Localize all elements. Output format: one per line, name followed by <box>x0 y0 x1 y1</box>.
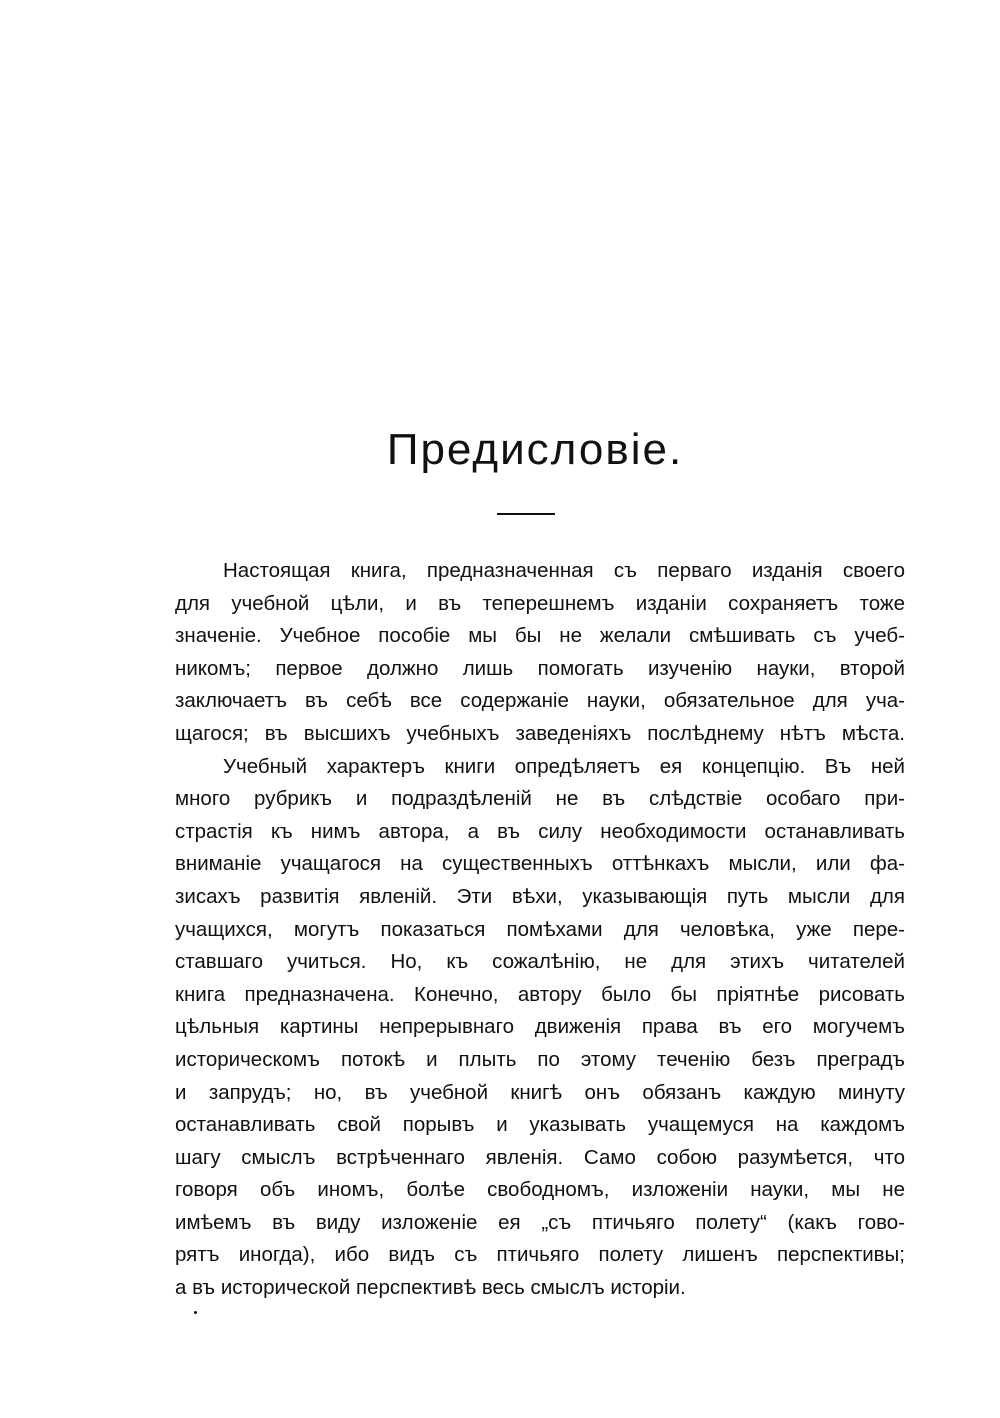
text-line: а въ исторической перспективѣ весь смыслъ исторіи. <box>175 1276 686 1300</box>
print-speck <box>194 1311 197 1314</box>
text-line: и запрудъ; но, въ учебной книгѣ онъ обязанъ каждую минуту <box>175 1080 905 1104</box>
text-line: для учебной цѣли, и въ теперешнемъ изданіи сохраняетъ тоже <box>175 591 905 615</box>
text-line: много рубрикъ и подраздѣленій не въ слѣдствіе особаго при- <box>175 787 905 811</box>
text-line: ставшаго учиться. Но, къ сожалѣнію, не для этихъ читателей <box>175 950 905 974</box>
paragraph-2 <box>175 751 905 1305</box>
text-line: останавливать свой порывъ и указывать учащемуся на каждомъ <box>175 1113 905 1137</box>
text-line: вниманіе учащагося на существенныхъ оттѣнкахъ мысли, или фа- <box>175 852 905 876</box>
paragraph-1 <box>175 555 905 751</box>
text-line: Учебный характеръ книги опредѣляетъ ея концепцію. Въ ней <box>223 754 905 778</box>
text-line: шагу смыслъ встрѣченнаго явленія. Само собою разумѣется, что <box>175 1145 905 1169</box>
text-line: книга предназначена. Конечно, автору было бы пріятнѣе рисовать <box>175 982 905 1006</box>
text-line: заключаетъ въ себѣ все содержаніе науки, обязательное для уча- <box>175 689 905 713</box>
text-line: зисахъ развитія явленій. Эти вѣхи, указывающія путь мысли для <box>175 884 905 908</box>
preface-text <box>175 555 905 1305</box>
page-title: Предисловіе. <box>386 425 684 474</box>
text-line: значеніе. Учебное пособіе мы бы не желали смѣшивать съ учеб- <box>175 624 905 648</box>
text-line: страстія къ нимъ автора, а въ силу необходимости останавливать <box>175 819 905 843</box>
text-line: историческомъ потокѣ и плыть по этому теченію безъ преградъ <box>175 1047 905 1071</box>
text-line: говоря объ иномъ, болѣе свободномъ, изложеніи науки, мы не <box>175 1178 905 1202</box>
text-line: имѣемъ въ виду изложеніе ея „съ птичьяго полету“ (какъ гово- <box>175 1210 905 1234</box>
text-line: Настоящая книга, предназначенная съ перваго изданія своего <box>223 559 905 582</box>
text-line: рятъ иногда), ибо видъ съ птичьяго полету лишенъ перспективы; <box>175 1243 905 1267</box>
title-divider <box>497 513 555 515</box>
text-line: учащихся, могутъ показаться помѣхами для человѣка, уже пере- <box>175 917 905 941</box>
text-line: щагося; въ высшихъ учебныхъ заведеніяхъ послѣднему нѣтъ мѣста. <box>175 721 905 745</box>
text-line: никомъ; первое должно лишь помогать изученію науки, второй <box>175 656 905 680</box>
text-line: цѣльныя картины непрерывнаго движенія права въ его могучемъ <box>175 1015 905 1039</box>
